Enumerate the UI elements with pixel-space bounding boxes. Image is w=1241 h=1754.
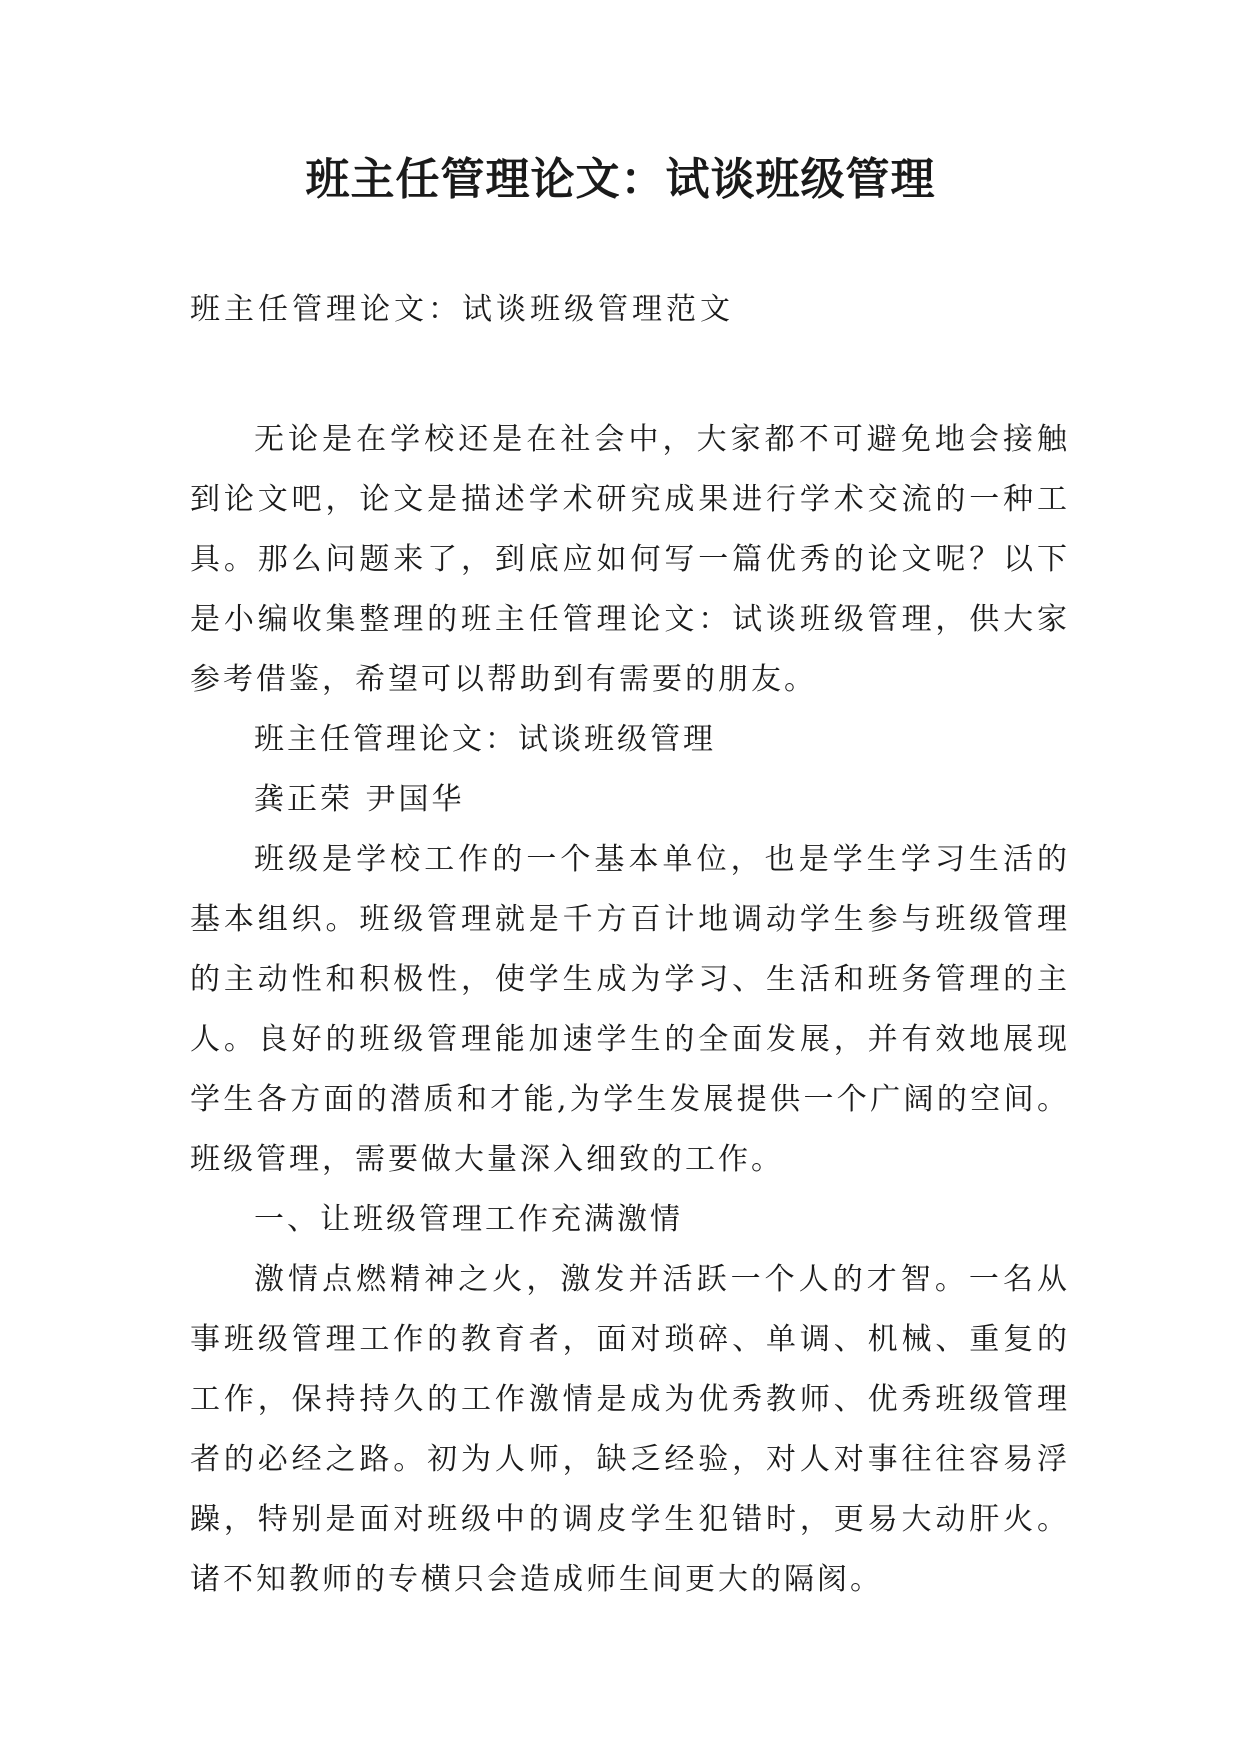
document-title: 班主任管理论文：试谈班级管理: [305, 154, 936, 205]
article-title-line: 班主任管理论文：试谈班级管理: [254, 722, 716, 757]
document-body: [190, 410, 1070, 1610]
document-subtitle: 班主任管理论文：试谈班级管理范文: [190, 292, 734, 327]
body-paragraph: 激情点燃精神之火，激发并活跃一个人的才智。一名从事班级管理工作的教育者，面对琐碎、单调、机械、重复的工作，保持持久的工作激情是成为优秀教师、优秀班级管理者的必经之路。初为人师，缺乏经验，对人对事往往容易浮躁，特别是面对班级中的调皮学生犯错时，更易大动肝火。诸不知教师的专横只会造成师生间更大的隔阂。: [190, 1262, 1070, 1597]
authors-line: 龚正荣 尹国华: [254, 782, 465, 817]
section-heading: 一、让班级管理工作充满激情: [254, 1202, 683, 1237]
body-paragraph: 班级是学校工作的一个基本单位，也是学生学习生活的基本组织。班级管理就是千方百计地调动学生参与班级管理的主动性和积极性，使学生成为学习、生活和班务管理的主人。良好的班级管理能加速学生的全面发展，并有效地展现学生各方面的潜质和才能,为学生发展提供一个广阔的空间。班级管理，需要做大量深入细致的工作。: [190, 842, 1070, 1177]
intro-paragraph: 无论是在学校还是在社会中，大家都不可避免地会接触到论文吧，论文是描述学术研究成果进行学术交流的一种工具。那么问题来了，到底应如何写一篇优秀的论文呢？以下是小编收集整理的班主任管理论文：试谈班级管理，供大家参考借鉴，希望可以帮助到有需要的朋友。: [190, 422, 1070, 697]
